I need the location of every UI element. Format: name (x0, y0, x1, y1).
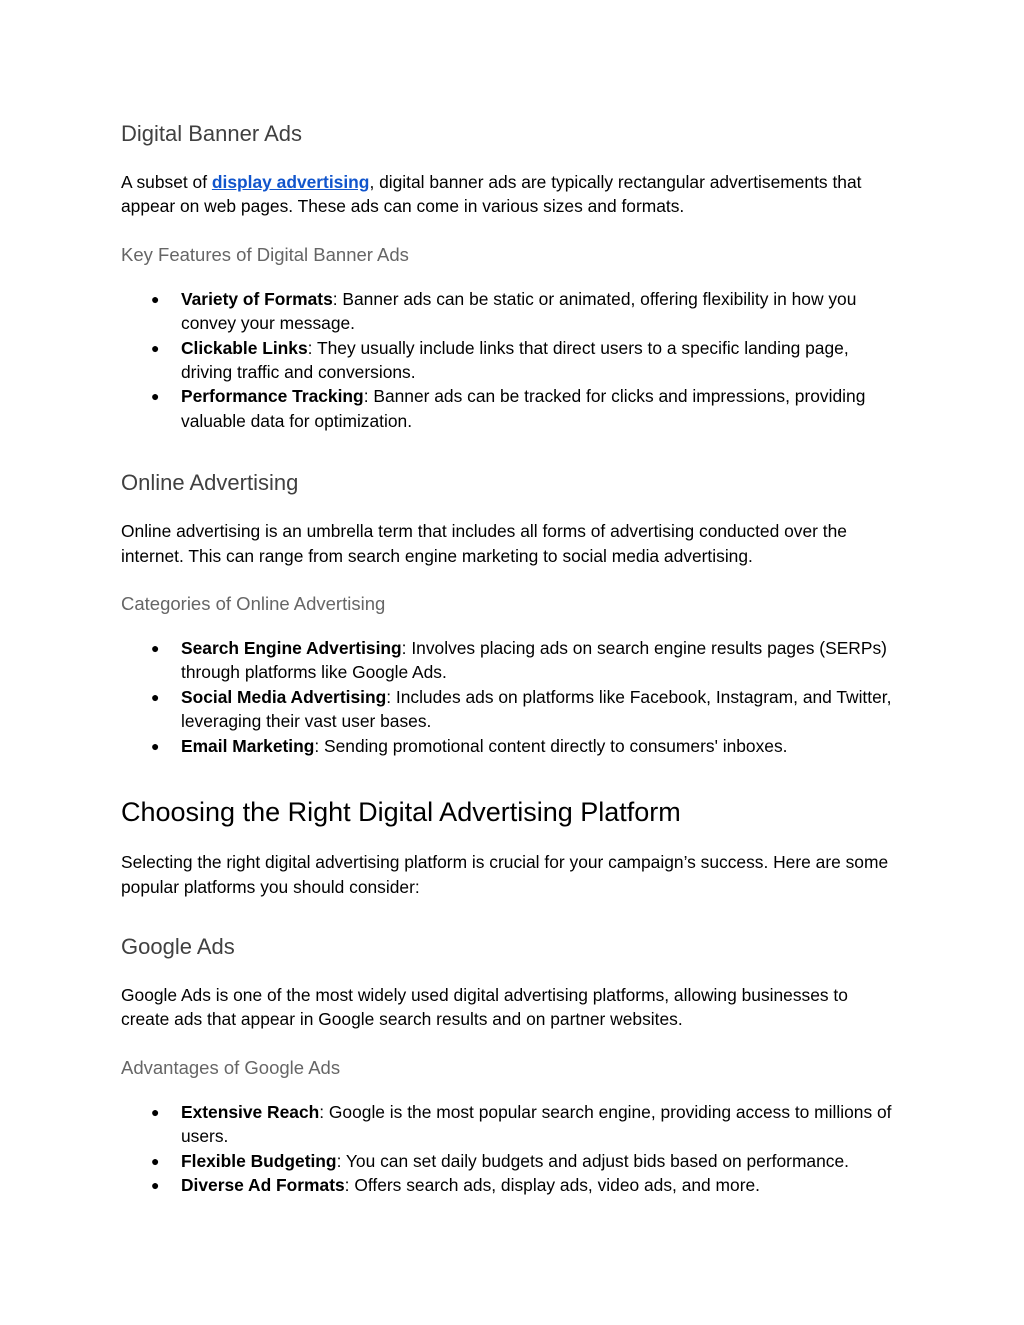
choosing-paragraph: Selecting the right digital advertising platform is crucial for your campaign’s success. Here are some popular platforms you should consider: (121, 852, 889, 897)
bullet-text: : Google is the most popular search engine, providing access to millions of users. (181, 1101, 892, 1147)
list-item (121, 1173, 901, 1197)
heading-online-advertising: Online Advertising (121, 470, 299, 496)
bullet-text: : You can set daily budgets and adjust bids based on performance. (336, 1150, 849, 1171)
bullet-icon: ● (151, 1152, 160, 1169)
list-item (121, 287, 901, 336)
bullet-text: : Includes ads on platforms like Facebook, Instagram, and Twitter, leveraging their vast user bases. (181, 686, 892, 732)
heading-choosing-platform: Choosing the Right Digital Advertising Platform (121, 797, 681, 828)
heading-digital-banner-ads: Digital Banner Ads (121, 121, 302, 146)
bullet-icon: ● (151, 640, 160, 657)
bullet-text: : Banner ads can be tracked for clicks and impressions, providing valuable data for optimization. (181, 386, 866, 431)
subheading-key-features: Key Features of Digital Banner Ads (121, 243, 409, 265)
bullet-icon: ● (151, 1103, 160, 1120)
bullet-icon: ● (151, 290, 160, 307)
bullet-term: Social Media Advertising (181, 686, 387, 707)
bullet-term: Flexible Budgeting (181, 1150, 337, 1171)
bullet-icon: ● (151, 737, 160, 754)
online-paragraph: Online advertising is an umbrella term that includes all forms of advertising conducted over the internet. This can range from search engine marketing to social media advertising. (121, 521, 847, 566)
bullet-term: Diverse Ad Formats (181, 1174, 345, 1195)
key-features-list (121, 287, 901, 433)
banner-intro-paragraph (121, 170, 901, 219)
banner-intro-suffix: , digital banner ads are typically rectangular advertisements that appear on web pages. These ads can come in various sizes and formats. (121, 172, 862, 217)
display-advertising-link[interactable]: display advertising (211, 172, 370, 192)
advantages-list (121, 1100, 901, 1198)
bullet-icon: ● (151, 339, 160, 356)
bullet-icon: ● (151, 1176, 160, 1193)
bullet-text: : Involves placing ads on search engine results pages (SERPs) through platforms like Google Ads. (181, 638, 887, 683)
bullet-text: : Sending promotional content directly to consumers' inboxes. (314, 735, 788, 756)
bullet-term: Email Marketing (181, 735, 315, 756)
bullet-icon: ● (151, 688, 160, 705)
list-item (121, 636, 901, 685)
banner-intro-prefix: A subset of (121, 172, 212, 192)
list-item (121, 685, 901, 734)
bullet-term: Extensive Reach (181, 1101, 320, 1122)
bullet-term: Variety of Formats (181, 288, 333, 309)
bullet-text: : Banner ads can be static or animated, offering flexibility in how you convey your message. (181, 288, 857, 334)
heading-google-ads: Google Ads (121, 933, 235, 959)
bullet-text: : They usually include links that direct users to a specific landing page, driving traffic and conversions. (181, 337, 849, 383)
list-item (121, 1149, 901, 1173)
bullet-term: Search Engine Advertising (181, 638, 402, 659)
subheading-advantages: Advantages of Google Ads (121, 1056, 341, 1078)
bullet-text: : Offers search ads, display ads, video ads, and more. (344, 1174, 761, 1195)
list-item (121, 336, 901, 385)
list-item (121, 734, 901, 758)
subheading-categories: Categories of Online Advertising (121, 593, 386, 615)
list-item (121, 384, 901, 433)
bullet-icon: ● (151, 388, 160, 405)
categories-list (121, 636, 901, 758)
list-item (121, 1100, 901, 1149)
bullet-term: Performance Tracking (181, 386, 364, 407)
google-paragraph: Google Ads is one of the most widely used digital advertising platforms, allowing businesses to create ads that appear in Google search results and on partner websites. (121, 984, 848, 1030)
bullet-term: Clickable Links (181, 337, 308, 358)
document-page (121, 118, 901, 1197)
